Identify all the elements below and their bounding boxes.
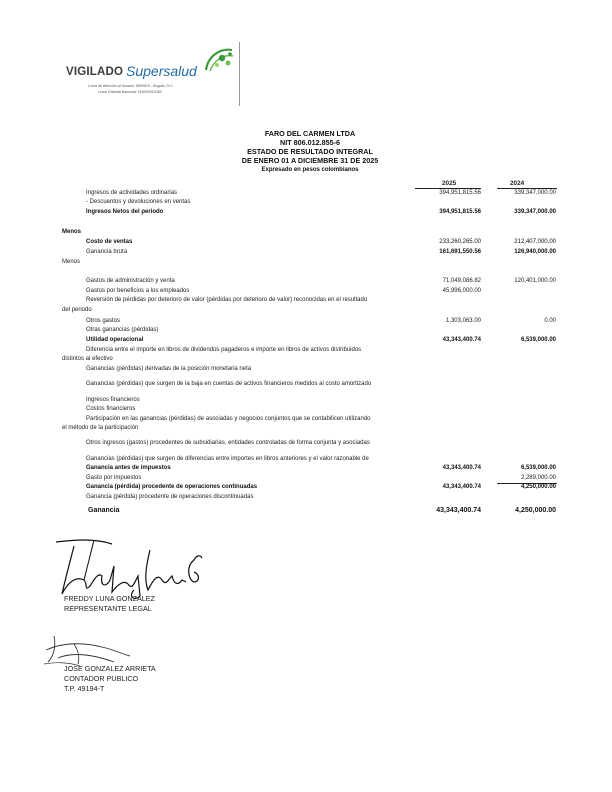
column-year-2024: 2024 [510,180,525,187]
table-row: Diferencia entre el importe en libros de dividendos pagaderos e importe en libros de activos distribuidos [86,347,362,353]
table-row: Gastos de administración y venta 71,049,086.82 120,401,000.00 [86,278,556,284]
section-heading: Menos [62,259,81,265]
table-row: Reversión de pérdidas por deterioro de valor (pérdidas por deterioro de valor) reconocidas en el resultado [86,297,368,303]
table-row: Otros ingresos (gastos) procedentes de subsidiarias, entidades controladas de forma conjunta y asociadas [86,440,370,446]
table-row: Ganancia bruta 161,691,550.56 126,940,000.00 [86,249,556,255]
accountant-name: JOSE GONZALEZ ARRIETA [64,664,156,673]
accountant-tp: T.P. 49194-T [64,684,105,693]
company-name: FARO DEL CARMEN LTDA [264,129,356,138]
column-year-2025: 2025 [442,180,457,187]
table-row: Ganancia (pérdida) procedente de operaciones discontinuadas [86,494,254,500]
table-row: Ganancias (pérdidas) que surgen de diferencias entre importes en libros anteriores y el valor razonable de [86,456,369,462]
statement-period: DE ENERO 01 A DICIEMBRE 31 DE 2025 [241,156,379,165]
logo-supersalud-text: Supersalud [126,63,197,79]
table-row: Gastos por beneficios a los empleados 45,996,000.00 [86,288,481,294]
logo-free-line: Línea Gratuita Nacional: 018000910383 [98,90,162,94]
legal-rep-signature-icon [54,536,214,602]
table-row: Ganancias (pérdidas) derivadas de la posición monetaria neta [86,366,252,372]
table-row: - Descuentos y devoluciones en ventas [86,199,191,205]
table-row: Otras ganancias (pérdidas) [86,327,159,333]
table-row-continuation: distintos al efectivo [62,356,113,362]
section-heading: Menos [62,229,82,235]
logo-divider [239,42,240,106]
net-income-row: Ganancia 43,343,400.74 4,250,000.00 [88,507,556,514]
table-row: Ingresos de actividades ordinarias 394,951,815.56 339,347,000.00 [86,190,556,196]
company-nit: NIT 806.012.855-6 [280,138,340,147]
currency-note: Expresado en pesos colombianos [261,167,359,173]
logo-attention-line: Línea de Atención al Usuario: 6500870 - Bogotá, D.C. [88,84,174,88]
accountant-title: CONTADOR PUBLICO [64,674,139,683]
table-row: Participación en las ganancias (pérdidas) de asociadas y negocios conjuntos que se contabilicen utilizando [86,416,371,422]
table-row-total: Ganancia antes de impuestos 43,343,400.74 6,539,000.00 [86,465,556,471]
logo-vigilado-text: VIGILADO [66,66,124,78]
logo-emblem-icon [200,44,236,76]
statement-title: ESTADO DE RESULTADO INTEGRAL [247,147,373,156]
table-row: Ganancias (pérdidas) que surgen de la baja en cuentas de activos financieros medidos al costo amortizado [86,381,372,387]
table-row-continuation: del periodo [62,307,92,313]
table-row: Ingresos financieros [86,397,140,403]
table-row: Costos financieros [86,406,136,412]
table-row-total: Costo de ventas 233,260,265.00 212,407,000.00 [86,239,556,245]
supersalud-logo [62,42,240,106]
table-row-total: Ganancia (pérdida) procedente de operaciones continuadas 43,343,400.74 4,250,000.00 [86,484,556,490]
legal-rep-name: FREDDY LUNA GONZALEZ [64,594,155,603]
legal-rep-title: REPRESENTANTE LEGAL [64,604,152,613]
table-row: Otros gastos 1,303,063.00 0.00 [86,318,556,324]
table-row-total: Utilidad operacional 43,343,400.74 6,539,000.00 [86,337,556,343]
table-row-total: Ingresos Netos del periodo 394,951,815.56 339,347,000.00 [86,209,556,215]
table-row: Gasto por impuestos 2,289,000.00 [86,475,556,481]
table-row-continuation: el método de la participación [62,425,139,431]
